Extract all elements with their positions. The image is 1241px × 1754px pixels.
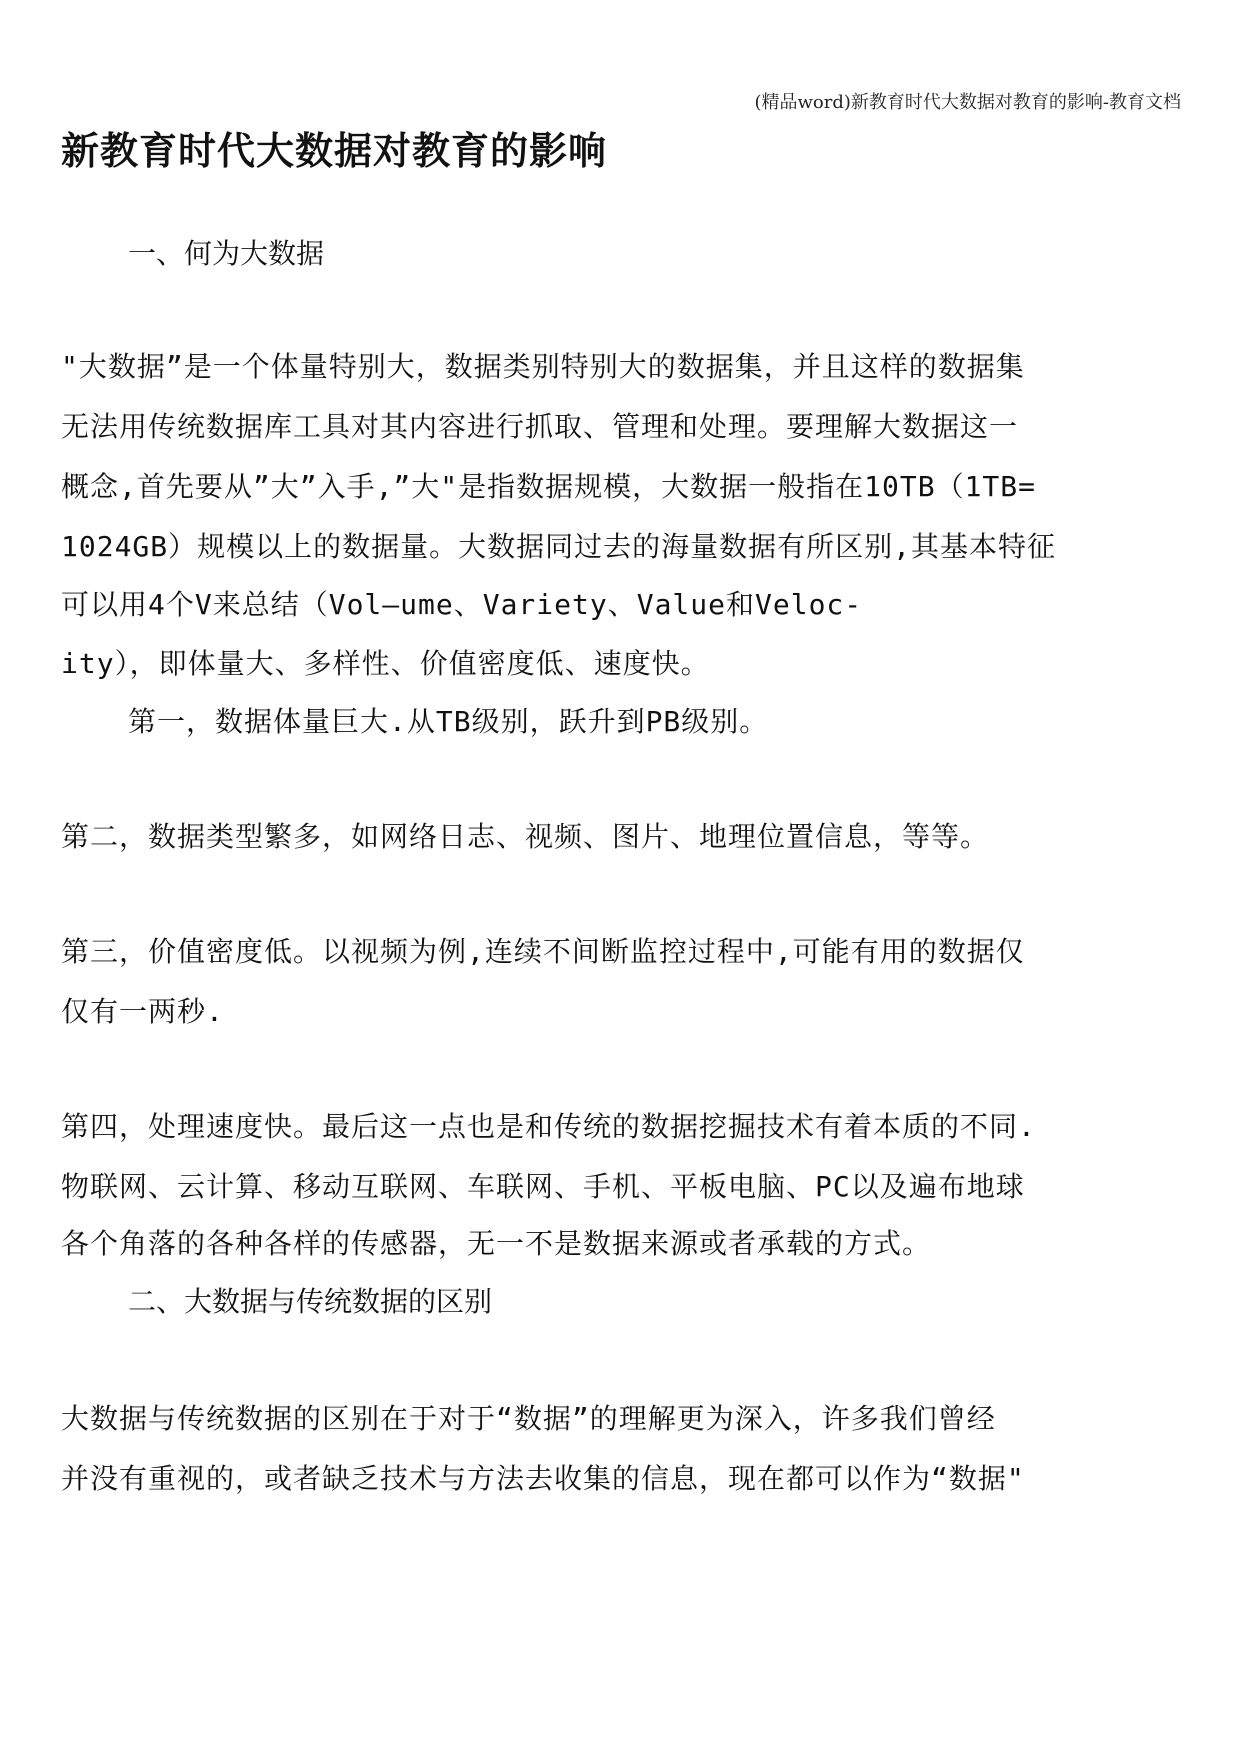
- paragraph-line: 大数据与传统数据的区别在于对于“数据”的理解更为深入，许多我们曾经: [61, 1402, 996, 1435]
- point-third-line: 仅有一两秒.: [61, 995, 224, 1028]
- point-fourth-line: 物联网、云计算、移动互联网、车联网、手机、平板电脑、PC以及遍布地球: [61, 1170, 1025, 1203]
- paragraph-line: ity），即体量大、多样性、价值密度低、速度快。: [61, 647, 710, 680]
- paragraph-line: 可以用4个V来总结（Vol—ume、Variety、Value和Veloc-: [61, 588, 863, 621]
- running-header: (精品word)新教育时代大数据对教育的影响-教育文档: [754, 92, 1181, 113]
- point-third-line: 第三，价值密度低。以视频为例,连续不间断监控过程中,可能有用的数据仅: [61, 935, 1025, 968]
- point-first: 第一，数据体量巨大.从TB级别，跃升到PB级别。: [128, 705, 769, 738]
- point-second: 第二，数据类型繁多，如网络日志、视频、图片、地理位置信息，等等。: [61, 820, 990, 853]
- paragraph-line: 1024GB）规模以上的数据量。大数据同过去的海量数据有所区别,其基本特征: [61, 530, 1057, 563]
- paragraph-line: "大数据”是一个体量特别大，数据类别特别大的数据集，并且这样的数据集: [61, 350, 1025, 383]
- section-heading-2: 二、大数据与传统数据的区别: [128, 1285, 493, 1318]
- paragraph-line: 并没有重视的，或者缺乏技术与方法去收集的信息，现在都可以作为“数据": [61, 1462, 1025, 1495]
- document-title: 新教育时代大数据对教育的影响: [61, 128, 608, 173]
- paragraph-line: 概念,首先要从”大”入手,”大"是指数据规模，大数据一般指在10TB（1TB=: [61, 470, 1037, 503]
- point-fourth-line: 第四，处理速度快。最后这一点也是和传统的数据挖掘技术有着本质的不同.: [61, 1110, 1036, 1143]
- section-heading-1: 一、何为大数据: [128, 237, 325, 270]
- paragraph-line: 无法用传统数据库工具对其内容进行抓取、管理和处理。要理解大数据这一: [61, 410, 1019, 443]
- point-fourth-line: 各个角落的各种各样的传感器，无一不是数据来源或者承载的方式。: [61, 1227, 932, 1260]
